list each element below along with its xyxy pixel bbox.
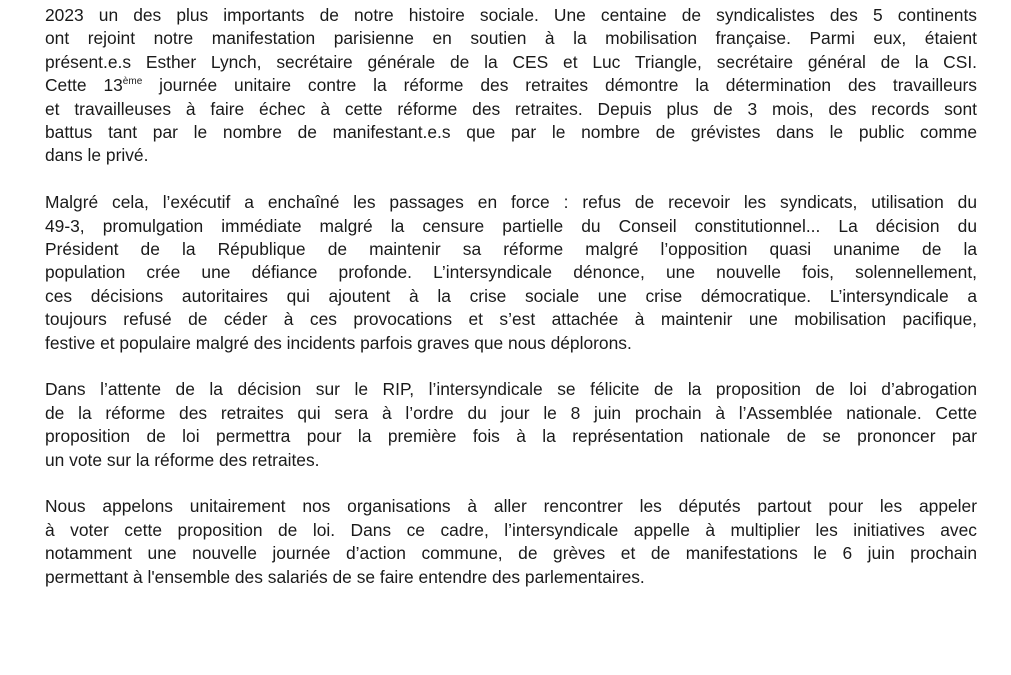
ordinal-superscript: ème [122, 76, 143, 88]
paragraph-rip [45, 378, 977, 472]
text-line: et travailleuses à faire échec à cette réforme des retraites. Depuis plus de 3 mois, des records sont [45, 98, 977, 119]
text-line: Dans l’attente de la décision sur le RIP, l’intersyndicale se félicite de la proposition de loi d’abrogation [45, 379, 977, 400]
text-line: 2023 un des plus importants de notre histoire sociale. Une centaine de syndicalistes des 5 continents [45, 5, 977, 25]
text-line [45, 74, 977, 97]
text-line: Nous appelons unitairement nos organisations à aller rencontrer les députés partout pour les appeler [45, 496, 977, 517]
text-line: notamment une nouvelle journée d’action commune, de grèves et de manifestations le 6 juin prochain [45, 543, 977, 564]
text-line: dans le privé. [45, 145, 149, 166]
text-line: présent.e.s Esther Lynch, secrétaire générale de la CES et Luc Triangle, secrétaire général de la CSI. [45, 51, 977, 72]
text-segment: journée unitaire contre la réforme des retraites démontre la détermination des travailleurs [142, 75, 977, 96]
text-line: à voter cette proposition de loi. Dans ce cadre, l’intersyndicale appelle à multiplier les initiatives avec [45, 519, 977, 540]
text-segment: Cette 13 [45, 75, 123, 96]
paragraph-appel [45, 495, 977, 589]
text-line: un vote sur la réforme des retraites. [45, 449, 320, 470]
text-line: population crée une défiance profonde. L’intersyndicale dénonce, une nouvelle fois, solennellement, [45, 262, 977, 283]
text-line: de la réforme des retraites qui sera à l’ordre du jour le 8 juin prochain à l’Assemblée nationale. Cette [45, 402, 977, 423]
text-line: 49-3, promulgation immédiate malgré la censure partielle du Conseil constitutionnel... La décision du [45, 215, 977, 236]
document-body [45, 4, 977, 589]
text-line: ont rejoint notre manifestation parisienne en soutien à la mobilisation française. Parmi eux, étaient [45, 28, 977, 49]
text-line: Président de la République de maintenir sa réforme malgré l’opposition quasi unanime de la [45, 239, 977, 260]
paragraph-mobilisation [45, 4, 977, 168]
text-line: Malgré cela, l’exécutif a enchaîné les passages en force : refus de recevoir les syndicats, utilisation du [45, 192, 977, 213]
text-line: battus tant par le nombre de manifestant.e.s que par le nombre de grévistes dans le public comme [45, 122, 977, 143]
text-line: permettant à l'ensemble des salariés de se faire entendre des parlementaires. [45, 566, 645, 587]
text-line: festive et populaire malgré des incidents parfois graves que nous déplorons. [45, 332, 632, 353]
paragraph-executif [45, 191, 977, 355]
text-line: ces décisions autoritaires qui ajoutent à la crise sociale une crise démocratique. L’intersyndicale a [45, 285, 977, 306]
text-line: toujours refusé de céder à ces provocations et s’est attachée à maintenir une mobilisation pacifique, [45, 309, 977, 330]
text-line: proposition de loi permettra pour la première fois à la représentation nationale de se prononcer par [45, 426, 977, 447]
